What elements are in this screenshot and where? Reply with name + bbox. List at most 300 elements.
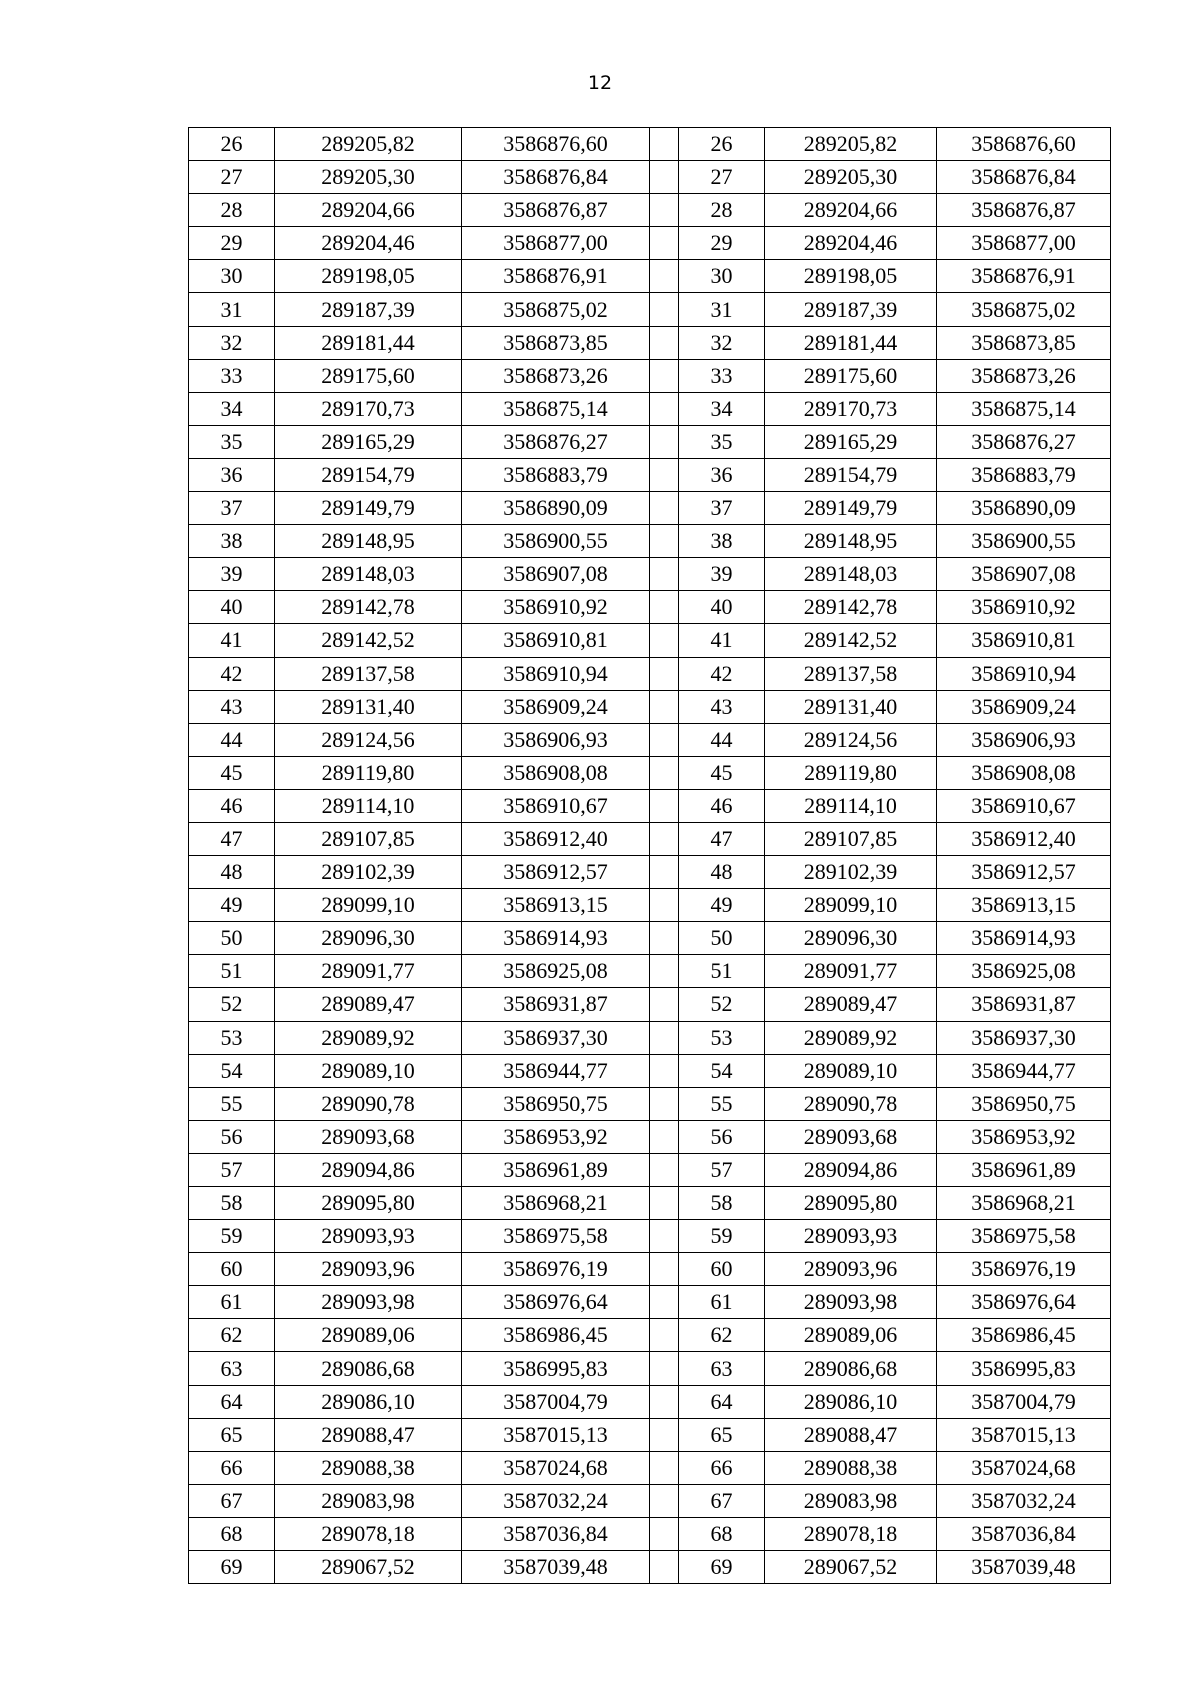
right-point-number-cell: 43 (679, 690, 765, 723)
left-y-coordinate-cell: 3586910,81 (462, 624, 650, 657)
right-x-coordinate-cell: 289148,03 (765, 558, 937, 591)
separator-cell (650, 1418, 679, 1451)
left-x-coordinate-cell: 289093,68 (275, 1120, 462, 1153)
table-row (189, 756, 1111, 789)
left-point-number-cell: 53 (189, 1021, 275, 1054)
left-point-number-cell: 48 (189, 856, 275, 889)
left-y-coordinate-cell: 3587024,68 (462, 1451, 650, 1484)
left-y-coordinate-cell: 3586890,09 (462, 492, 650, 525)
left-x-coordinate-cell: 289148,95 (275, 525, 462, 558)
left-x-coordinate-cell: 289078,18 (275, 1517, 462, 1550)
separator-cell (650, 326, 679, 359)
separator-cell (650, 1319, 679, 1352)
right-x-coordinate-cell: 289124,56 (765, 723, 937, 756)
right-point-number-cell: 50 (679, 922, 765, 955)
right-x-coordinate-cell: 289181,44 (765, 326, 937, 359)
right-y-coordinate-cell: 3586925,08 (937, 955, 1111, 988)
table-row (189, 1319, 1111, 1352)
table-row (189, 1352, 1111, 1385)
separator-cell (650, 690, 679, 723)
right-y-coordinate-cell: 3586961,89 (937, 1153, 1111, 1186)
separator-cell (650, 657, 679, 690)
left-point-number-cell: 46 (189, 789, 275, 822)
right-point-number-cell: 54 (679, 1054, 765, 1087)
left-point-number-cell: 37 (189, 492, 275, 525)
left-y-coordinate-cell: 3586910,92 (462, 591, 650, 624)
left-y-coordinate-cell: 3587015,13 (462, 1418, 650, 1451)
right-point-number-cell: 46 (679, 789, 765, 822)
left-point-number-cell: 32 (189, 326, 275, 359)
separator-cell (650, 1484, 679, 1517)
right-y-coordinate-cell: 3586876,84 (937, 161, 1111, 194)
right-x-coordinate-cell: 289205,30 (765, 161, 937, 194)
left-x-coordinate-cell: 289137,58 (275, 657, 462, 690)
separator-cell (650, 889, 679, 922)
right-point-number-cell: 62 (679, 1319, 765, 1352)
right-point-number-cell: 30 (679, 260, 765, 293)
table-row (189, 591, 1111, 624)
right-point-number-cell: 64 (679, 1385, 765, 1418)
left-point-number-cell: 33 (189, 359, 275, 392)
left-point-number-cell: 28 (189, 194, 275, 227)
table-row (189, 161, 1111, 194)
right-x-coordinate-cell: 289142,52 (765, 624, 937, 657)
right-y-coordinate-cell: 3586976,19 (937, 1253, 1111, 1286)
table-row (189, 492, 1111, 525)
left-x-coordinate-cell: 289204,46 (275, 227, 462, 260)
left-point-number-cell: 29 (189, 227, 275, 260)
separator-cell (650, 955, 679, 988)
left-y-coordinate-cell: 3586968,21 (462, 1187, 650, 1220)
right-x-coordinate-cell: 289198,05 (765, 260, 937, 293)
right-point-number-cell: 28 (679, 194, 765, 227)
table-row (189, 1484, 1111, 1517)
separator-cell (650, 1153, 679, 1186)
separator-cell (650, 789, 679, 822)
left-point-number-cell: 62 (189, 1319, 275, 1352)
right-point-number-cell: 51 (679, 955, 765, 988)
left-y-coordinate-cell: 3587032,24 (462, 1484, 650, 1517)
right-point-number-cell: 57 (679, 1153, 765, 1186)
right-x-coordinate-cell: 289107,85 (765, 822, 937, 855)
left-y-coordinate-cell: 3586976,19 (462, 1253, 650, 1286)
right-y-coordinate-cell: 3587015,13 (937, 1418, 1111, 1451)
separator-cell (650, 458, 679, 491)
separator-cell (650, 1517, 679, 1550)
left-point-number-cell: 69 (189, 1551, 275, 1584)
left-x-coordinate-cell: 289086,68 (275, 1352, 462, 1385)
separator-cell (650, 1021, 679, 1054)
separator-cell (650, 1253, 679, 1286)
right-x-coordinate-cell: 289096,30 (765, 922, 937, 955)
right-y-coordinate-cell: 3587032,24 (937, 1484, 1111, 1517)
left-y-coordinate-cell: 3586975,58 (462, 1220, 650, 1253)
separator-cell (650, 1187, 679, 1220)
right-y-coordinate-cell: 3586910,94 (937, 657, 1111, 690)
right-x-coordinate-cell: 289090,78 (765, 1087, 937, 1120)
right-x-coordinate-cell: 289131,40 (765, 690, 937, 723)
right-x-coordinate-cell: 289089,06 (765, 1319, 937, 1352)
left-y-coordinate-cell: 3586875,14 (462, 392, 650, 425)
left-x-coordinate-cell: 289089,06 (275, 1319, 462, 1352)
left-y-coordinate-cell: 3586961,89 (462, 1153, 650, 1186)
table-row (189, 1087, 1111, 1120)
left-y-coordinate-cell: 3586876,91 (462, 260, 650, 293)
left-x-coordinate-cell: 289142,78 (275, 591, 462, 624)
left-x-coordinate-cell: 289091,77 (275, 955, 462, 988)
separator-cell (650, 359, 679, 392)
left-point-number-cell: 56 (189, 1120, 275, 1153)
left-y-coordinate-cell: 3586876,84 (462, 161, 650, 194)
right-x-coordinate-cell: 289175,60 (765, 359, 937, 392)
left-x-coordinate-cell: 289096,30 (275, 922, 462, 955)
right-point-number-cell: 40 (679, 591, 765, 624)
right-x-coordinate-cell: 289086,68 (765, 1352, 937, 1385)
left-y-coordinate-cell: 3586910,67 (462, 789, 650, 822)
right-y-coordinate-cell: 3586910,92 (937, 591, 1111, 624)
left-x-coordinate-cell: 289088,38 (275, 1451, 462, 1484)
right-y-coordinate-cell: 3586995,83 (937, 1352, 1111, 1385)
left-x-coordinate-cell: 289089,47 (275, 988, 462, 1021)
left-y-coordinate-cell: 3586937,30 (462, 1021, 650, 1054)
left-point-number-cell: 36 (189, 458, 275, 491)
right-x-coordinate-cell: 289089,92 (765, 1021, 937, 1054)
right-y-coordinate-cell: 3586975,58 (937, 1220, 1111, 1253)
table-row (189, 1418, 1111, 1451)
left-point-number-cell: 54 (189, 1054, 275, 1087)
right-point-number-cell: 26 (679, 128, 765, 161)
separator-cell (650, 624, 679, 657)
left-x-coordinate-cell: 289083,98 (275, 1484, 462, 1517)
right-y-coordinate-cell: 3586950,75 (937, 1087, 1111, 1120)
right-y-coordinate-cell: 3586877,00 (937, 227, 1111, 260)
separator-cell (650, 525, 679, 558)
table-row (189, 359, 1111, 392)
table-row (189, 955, 1111, 988)
right-y-coordinate-cell: 3586912,57 (937, 856, 1111, 889)
right-x-coordinate-cell: 289089,47 (765, 988, 937, 1021)
right-x-coordinate-cell: 289102,39 (765, 856, 937, 889)
right-y-coordinate-cell: 3586986,45 (937, 1319, 1111, 1352)
right-y-coordinate-cell: 3586910,67 (937, 789, 1111, 822)
right-point-number-cell: 66 (679, 1451, 765, 1484)
separator-cell (650, 1451, 679, 1484)
table-row (189, 624, 1111, 657)
separator-cell (650, 1054, 679, 1087)
left-point-number-cell: 40 (189, 591, 275, 624)
right-y-coordinate-cell: 3586890,09 (937, 492, 1111, 525)
right-point-number-cell: 65 (679, 1418, 765, 1451)
left-y-coordinate-cell: 3586931,87 (462, 988, 650, 1021)
right-point-number-cell: 59 (679, 1220, 765, 1253)
left-x-coordinate-cell: 289170,73 (275, 392, 462, 425)
right-y-coordinate-cell: 3587036,84 (937, 1517, 1111, 1550)
right-y-coordinate-cell: 3586968,21 (937, 1187, 1111, 1220)
left-x-coordinate-cell: 289089,10 (275, 1054, 462, 1087)
right-y-coordinate-cell: 3586907,08 (937, 558, 1111, 591)
table-row (189, 425, 1111, 458)
left-y-coordinate-cell: 3586910,94 (462, 657, 650, 690)
left-point-number-cell: 27 (189, 161, 275, 194)
left-x-coordinate-cell: 289102,39 (275, 856, 462, 889)
left-x-coordinate-cell: 289131,40 (275, 690, 462, 723)
right-point-number-cell: 27 (679, 161, 765, 194)
left-x-coordinate-cell: 289107,85 (275, 822, 462, 855)
right-x-coordinate-cell: 289093,68 (765, 1120, 937, 1153)
right-x-coordinate-cell: 289148,95 (765, 525, 937, 558)
separator-cell (650, 922, 679, 955)
table-row (189, 558, 1111, 591)
coordinates-table (188, 127, 1111, 1584)
table-row (189, 988, 1111, 1021)
separator-cell (650, 591, 679, 624)
table-row (189, 392, 1111, 425)
left-x-coordinate-cell: 289095,80 (275, 1187, 462, 1220)
left-x-coordinate-cell: 289088,47 (275, 1418, 462, 1451)
right-point-number-cell: 38 (679, 525, 765, 558)
separator-cell (650, 723, 679, 756)
right-point-number-cell: 41 (679, 624, 765, 657)
left-point-number-cell: 63 (189, 1352, 275, 1385)
separator-cell (650, 558, 679, 591)
left-point-number-cell: 39 (189, 558, 275, 591)
left-point-number-cell: 58 (189, 1187, 275, 1220)
table-row (189, 1021, 1111, 1054)
left-y-coordinate-cell: 3586876,60 (462, 128, 650, 161)
left-y-coordinate-cell: 3586950,75 (462, 1087, 650, 1120)
left-y-coordinate-cell: 3586925,08 (462, 955, 650, 988)
right-point-number-cell: 68 (679, 1517, 765, 1550)
right-point-number-cell: 31 (679, 293, 765, 326)
right-x-coordinate-cell: 289091,77 (765, 955, 937, 988)
right-y-coordinate-cell: 3586875,14 (937, 392, 1111, 425)
left-point-number-cell: 64 (189, 1385, 275, 1418)
left-point-number-cell: 57 (189, 1153, 275, 1186)
right-y-coordinate-cell: 3586953,92 (937, 1120, 1111, 1153)
right-y-coordinate-cell: 3586906,93 (937, 723, 1111, 756)
left-x-coordinate-cell: 289067,52 (275, 1551, 462, 1584)
separator-cell (650, 227, 679, 260)
right-y-coordinate-cell: 3586875,02 (937, 293, 1111, 326)
table-row (189, 1551, 1111, 1584)
right-point-number-cell: 47 (679, 822, 765, 855)
left-x-coordinate-cell: 289204,66 (275, 194, 462, 227)
table-row (189, 922, 1111, 955)
left-point-number-cell: 59 (189, 1220, 275, 1253)
left-x-coordinate-cell: 289154,79 (275, 458, 462, 491)
right-x-coordinate-cell: 289119,80 (765, 756, 937, 789)
right-point-number-cell: 53 (679, 1021, 765, 1054)
right-y-coordinate-cell: 3586873,85 (937, 326, 1111, 359)
table-row (189, 657, 1111, 690)
right-x-coordinate-cell: 289093,96 (765, 1253, 937, 1286)
right-x-coordinate-cell: 289170,73 (765, 392, 937, 425)
right-point-number-cell: 29 (679, 227, 765, 260)
left-y-coordinate-cell: 3586883,79 (462, 458, 650, 491)
table-row (189, 822, 1111, 855)
table-row (189, 1517, 1111, 1550)
left-x-coordinate-cell: 289089,92 (275, 1021, 462, 1054)
left-x-coordinate-cell: 289093,96 (275, 1253, 462, 1286)
separator-cell (650, 1286, 679, 1319)
table-row (189, 293, 1111, 326)
right-x-coordinate-cell: 289083,98 (765, 1484, 937, 1517)
left-x-coordinate-cell: 289093,93 (275, 1220, 462, 1253)
left-y-coordinate-cell: 3586976,64 (462, 1286, 650, 1319)
left-point-number-cell: 44 (189, 723, 275, 756)
left-y-coordinate-cell: 3586914,93 (462, 922, 650, 955)
right-y-coordinate-cell: 3586944,77 (937, 1054, 1111, 1087)
table-row (189, 227, 1111, 260)
separator-cell (650, 161, 679, 194)
left-point-number-cell: 51 (189, 955, 275, 988)
separator-cell (650, 194, 679, 227)
separator-cell (650, 1120, 679, 1153)
right-x-coordinate-cell: 289154,79 (765, 458, 937, 491)
table-row (189, 458, 1111, 491)
right-point-number-cell: 56 (679, 1120, 765, 1153)
left-y-coordinate-cell: 3586913,15 (462, 889, 650, 922)
right-point-number-cell: 60 (679, 1253, 765, 1286)
right-point-number-cell: 58 (679, 1187, 765, 1220)
separator-cell (650, 492, 679, 525)
right-y-coordinate-cell: 3586914,93 (937, 922, 1111, 955)
right-y-coordinate-cell: 3586909,24 (937, 690, 1111, 723)
left-y-coordinate-cell: 3586995,83 (462, 1352, 650, 1385)
right-point-number-cell: 49 (679, 889, 765, 922)
separator-cell (650, 128, 679, 161)
table-row (189, 1451, 1111, 1484)
table-row (189, 525, 1111, 558)
table-row (189, 1385, 1111, 1418)
left-x-coordinate-cell: 289090,78 (275, 1087, 462, 1120)
right-y-coordinate-cell: 3586900,55 (937, 525, 1111, 558)
right-point-number-cell: 32 (679, 326, 765, 359)
left-y-coordinate-cell: 3586912,57 (462, 856, 650, 889)
left-x-coordinate-cell: 289086,10 (275, 1385, 462, 1418)
left-y-coordinate-cell: 3586873,26 (462, 359, 650, 392)
right-y-coordinate-cell: 3586931,87 (937, 988, 1111, 1021)
table-row (189, 1187, 1111, 1220)
separator-cell (650, 988, 679, 1021)
page-number: 12 (587, 72, 613, 94)
right-y-coordinate-cell: 3586910,81 (937, 624, 1111, 657)
left-point-number-cell: 67 (189, 1484, 275, 1517)
left-x-coordinate-cell: 289165,29 (275, 425, 462, 458)
left-point-number-cell: 52 (189, 988, 275, 1021)
right-x-coordinate-cell: 289204,46 (765, 227, 937, 260)
left-x-coordinate-cell: 289175,60 (275, 359, 462, 392)
separator-cell (650, 1352, 679, 1385)
left-y-coordinate-cell: 3587004,79 (462, 1385, 650, 1418)
right-y-coordinate-cell: 3587024,68 (937, 1451, 1111, 1484)
separator-cell (650, 756, 679, 789)
left-y-coordinate-cell: 3586953,92 (462, 1120, 650, 1153)
separator-cell (650, 425, 679, 458)
separator-cell (650, 1087, 679, 1120)
table-row (189, 1120, 1111, 1153)
left-x-coordinate-cell: 289142,52 (275, 624, 462, 657)
separator-cell (650, 1551, 679, 1584)
right-point-number-cell: 45 (679, 756, 765, 789)
right-x-coordinate-cell: 289149,79 (765, 492, 937, 525)
coordinates-table-body (189, 128, 1111, 1584)
left-point-number-cell: 68 (189, 1517, 275, 1550)
right-x-coordinate-cell: 289093,98 (765, 1286, 937, 1319)
table-row (189, 789, 1111, 822)
left-point-number-cell: 38 (189, 525, 275, 558)
separator-cell (650, 392, 679, 425)
left-point-number-cell: 42 (189, 657, 275, 690)
right-x-coordinate-cell: 289204,66 (765, 194, 937, 227)
right-x-coordinate-cell: 289086,10 (765, 1385, 937, 1418)
left-x-coordinate-cell: 289099,10 (275, 889, 462, 922)
left-x-coordinate-cell: 289124,56 (275, 723, 462, 756)
left-y-coordinate-cell: 3586876,27 (462, 425, 650, 458)
right-point-number-cell: 36 (679, 458, 765, 491)
right-x-coordinate-cell: 289205,82 (765, 128, 937, 161)
right-x-coordinate-cell: 289187,39 (765, 293, 937, 326)
right-point-number-cell: 33 (679, 359, 765, 392)
left-x-coordinate-cell: 289205,82 (275, 128, 462, 161)
left-point-number-cell: 61 (189, 1286, 275, 1319)
right-point-number-cell: 63 (679, 1352, 765, 1385)
right-point-number-cell: 37 (679, 492, 765, 525)
left-point-number-cell: 49 (189, 889, 275, 922)
right-point-number-cell: 39 (679, 558, 765, 591)
right-x-coordinate-cell: 289114,10 (765, 789, 937, 822)
left-point-number-cell: 34 (189, 392, 275, 425)
left-point-number-cell: 43 (189, 690, 275, 723)
right-y-coordinate-cell: 3587039,48 (937, 1551, 1111, 1584)
right-y-coordinate-cell: 3586873,26 (937, 359, 1111, 392)
left-x-coordinate-cell: 289094,86 (275, 1153, 462, 1186)
table-row (189, 1253, 1111, 1286)
table-row (189, 889, 1111, 922)
table-row (189, 128, 1111, 161)
right-y-coordinate-cell: 3586908,08 (937, 756, 1111, 789)
left-y-coordinate-cell: 3586906,93 (462, 723, 650, 756)
right-point-number-cell: 42 (679, 657, 765, 690)
table-row (189, 260, 1111, 293)
left-x-coordinate-cell: 289187,39 (275, 293, 462, 326)
right-point-number-cell: 69 (679, 1551, 765, 1584)
separator-cell (650, 822, 679, 855)
left-y-coordinate-cell: 3586876,87 (462, 194, 650, 227)
left-point-number-cell: 60 (189, 1253, 275, 1286)
table-row (189, 856, 1111, 889)
left-point-number-cell: 35 (189, 425, 275, 458)
left-x-coordinate-cell: 289205,30 (275, 161, 462, 194)
right-point-number-cell: 55 (679, 1087, 765, 1120)
left-x-coordinate-cell: 289149,79 (275, 492, 462, 525)
left-y-coordinate-cell: 3586900,55 (462, 525, 650, 558)
right-point-number-cell: 44 (679, 723, 765, 756)
right-point-number-cell: 48 (679, 856, 765, 889)
right-x-coordinate-cell: 289095,80 (765, 1187, 937, 1220)
left-y-coordinate-cell: 3586873,85 (462, 326, 650, 359)
right-x-coordinate-cell: 289099,10 (765, 889, 937, 922)
table-row (189, 1153, 1111, 1186)
separator-cell (650, 1385, 679, 1418)
separator-cell (650, 293, 679, 326)
left-point-number-cell: 65 (189, 1418, 275, 1451)
right-point-number-cell: 61 (679, 1286, 765, 1319)
left-point-number-cell: 55 (189, 1087, 275, 1120)
table-row (189, 194, 1111, 227)
right-x-coordinate-cell: 289078,18 (765, 1517, 937, 1550)
right-y-coordinate-cell: 3586913,15 (937, 889, 1111, 922)
